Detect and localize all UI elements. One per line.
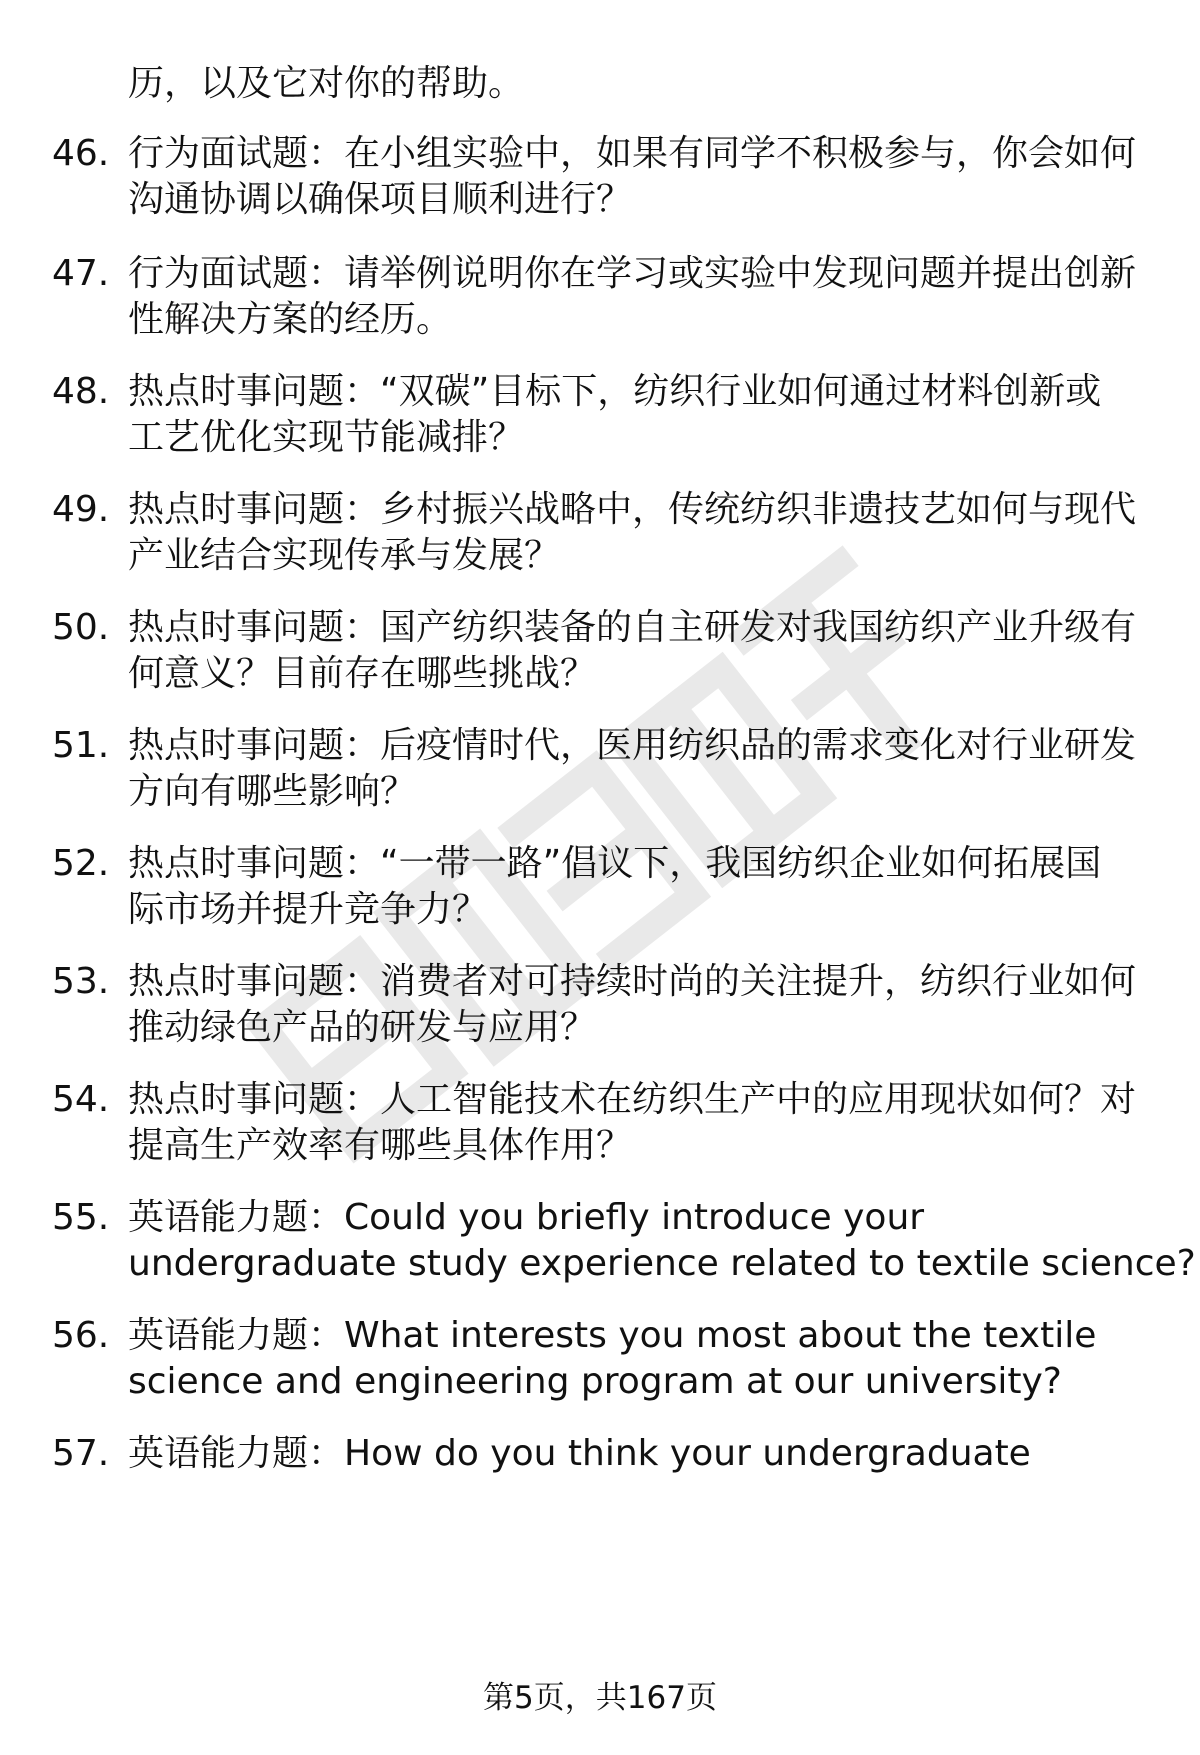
question-text-line: 行为面试题：在小组实验中，如果有同学不积极参与，你会如何 xyxy=(128,133,1137,174)
question-number: 48. xyxy=(52,371,110,412)
question-number: 46. xyxy=(52,133,110,174)
question-number: 54. xyxy=(52,1079,110,1120)
question-number: 50. xyxy=(52,607,110,648)
question-number: 51. xyxy=(52,725,110,766)
question-text-line: undergraduate study experience related to textile science? xyxy=(128,1243,1196,1284)
question-text-line: 热点时事问题：乡村振兴战略中，传统纺织非遗技艺如何与现代 xyxy=(128,489,1137,530)
question-text-line: 热点时事问题：人工智能技术在纺织生产中的应用现状如何？对 xyxy=(128,1079,1137,1120)
question-number: 47. xyxy=(52,253,110,294)
question-text-line: 方向有哪些影响？ xyxy=(128,771,417,812)
question-number: 57. xyxy=(52,1433,110,1474)
question-text-line: 英语能力题：How do you think your undergraduate xyxy=(128,1433,1031,1474)
question-text-line: 何意义？目前存在哪些挑战？ xyxy=(128,653,597,694)
question-number: 55. xyxy=(52,1197,110,1238)
question-text-line: 沟通协调以确保项目顺利进行？ xyxy=(128,179,633,220)
question-text-line: 性解决方案的经历。 xyxy=(128,299,453,340)
question-number: 53. xyxy=(52,961,110,1002)
question-text-line: 热点时事问题：后疫情时代，医用纺织品的需求变化对行业研发 xyxy=(128,725,1137,766)
question-number: 56. xyxy=(52,1315,110,1356)
question-text-line: 提高生产效率有哪些具体作用？ xyxy=(128,1125,633,1166)
question-number: 49. xyxy=(52,489,110,530)
question-text-line: 热点时事问题：国产纺织装备的自主研发对我国纺织产业升级有 xyxy=(128,607,1137,648)
question-text-line: 工艺优化实现节能减排？ xyxy=(128,417,525,458)
question-text-line: 英语能力题：Could you briefly introduce your xyxy=(128,1197,925,1238)
question-text-line: 推动绿色产品的研发与应用？ xyxy=(128,1007,597,1048)
question-text-line: 际市场并提升竞争力？ xyxy=(128,889,489,930)
question-text-line: 热点时事问题：消费者对可持续时尚的关注提升，纺织行业如何 xyxy=(128,961,1137,1002)
question-text-line: 行为面试题：请举例说明你在学习或实验中发现问题并提出创新 xyxy=(128,253,1137,294)
question-text-line: 热点时事问题：“双碳”目标下，纺织行业如何通过材料创新或 xyxy=(128,371,1102,412)
question-text-line: 英语能力题：What interests you most about the textile xyxy=(128,1315,1097,1356)
question-text-line: 历，以及它对你的帮助。 xyxy=(128,63,525,104)
page-footer: 第5页，共167页 xyxy=(483,1680,717,1716)
question-number: 52. xyxy=(52,843,110,884)
question-text-line: 热点时事问题：“一带一路”倡议下，我国纺织企业如何拓展国 xyxy=(128,843,1102,884)
question-text-line: 产业结合实现传承与发展？ xyxy=(128,535,561,576)
question-text-line: science and engineering program at our university? xyxy=(128,1361,1062,1402)
